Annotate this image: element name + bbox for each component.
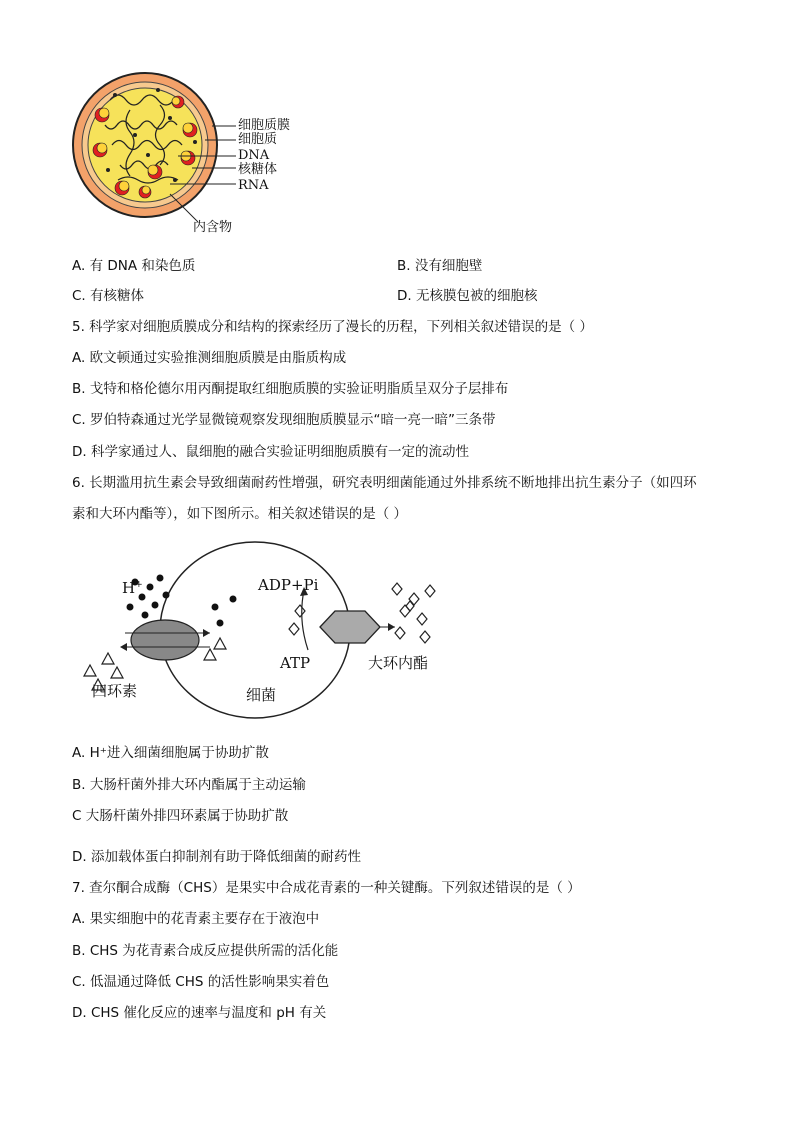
- q7-stem: 7. 查尔酮合成酶（CHS）是果实中合成花青素的一种关键酶。下列叙述错误的是（ ）: [72, 880, 581, 896]
- q5-option-c[interactable]: C. 罗伯特森通过光学显微镜观察发现细胞质膜显示“暗一亮一暗”三条带: [72, 412, 496, 428]
- q6-stem-line1: 6. 长期滥用抗生素会导致细菌耐药性增强，研究表明细菌能通过外排系统不断地排出抗生素分子（如四环: [72, 475, 697, 491]
- label-dna: DNA: [238, 148, 270, 163]
- h-ion-label: H+: [122, 579, 143, 597]
- q6-stem-line2: 素和大环内酯等），如下图所示。相关叙述错误的是（ ）: [72, 506, 408, 522]
- macrolide-label: 大环内酯: [368, 654, 429, 672]
- label-inclusion: 内含物: [193, 220, 233, 235]
- q4-option-c[interactable]: C. 有核糖体: [72, 288, 145, 304]
- q4-option-d[interactable]: D. 无核膜包被的细胞核: [397, 288, 538, 304]
- q6-option-a[interactable]: A. H⁺进入细菌细胞属于协助扩散: [72, 745, 269, 761]
- q7-option-c[interactable]: C. 低温通过降低 CHS 的活性影响果实着色: [72, 974, 330, 990]
- q7-option-a[interactable]: A. 果实细胞中的花青素主要存在于液泡中: [72, 911, 320, 927]
- q5-option-b[interactable]: B. 戈特和格伦德尔用丙酮提取红细胞质膜的实验证明脂质呈双分子层排布: [72, 381, 509, 397]
- q7-option-d[interactable]: D. CHS 催化反应的速率与温度和 pH 有关: [72, 1005, 327, 1021]
- adp-pi-label: ADP+Pi: [258, 576, 319, 594]
- label-rna: RNA: [238, 178, 269, 193]
- atp-label: ATP: [280, 654, 311, 672]
- label-ribosome: 核糖体: [238, 162, 278, 177]
- q5-option-d[interactable]: D. 科学家通过人、鼠细胞的融合实验证明细胞质膜有一定的流动性: [72, 444, 469, 460]
- bacteria-label: 细菌: [246, 686, 277, 704]
- abc-transporter: [320, 611, 380, 643]
- q5-option-a[interactable]: A. 欧文顿通过实验推测细胞质膜是由脂质构成: [72, 350, 347, 366]
- q4-option-a[interactable]: A. 有 DNA 和染色质: [72, 258, 196, 274]
- label-cytoplasm: 细胞质: [238, 132, 278, 147]
- q7-option-b[interactable]: B. CHS 为花青素合成反应提供所需的活化能: [72, 943, 339, 959]
- q6-option-c[interactable]: C 大肠杆菌外排四环素属于协助扩散: [72, 808, 289, 824]
- q5-stem: 5. 科学家对细胞质膜成分和结构的探索经历了漫长的历程，下列相关叙述错误的是（ ）: [72, 319, 593, 335]
- label-cell-membrane: 细胞质膜: [238, 118, 291, 133]
- q6-option-d[interactable]: D. 添加载体蛋白抑制剂有助于降低细菌的耐药性: [72, 849, 361, 865]
- q6-option-b[interactable]: B. 大肠杆菌外排大环内酯属于主动运输: [72, 777, 306, 793]
- carrier-protein: [131, 620, 199, 660]
- prokaryotic-cell-diagram: [60, 60, 320, 240]
- tetracycline-label: 四环素: [92, 682, 138, 700]
- q4-option-b[interactable]: B. 没有细胞壁: [397, 258, 483, 274]
